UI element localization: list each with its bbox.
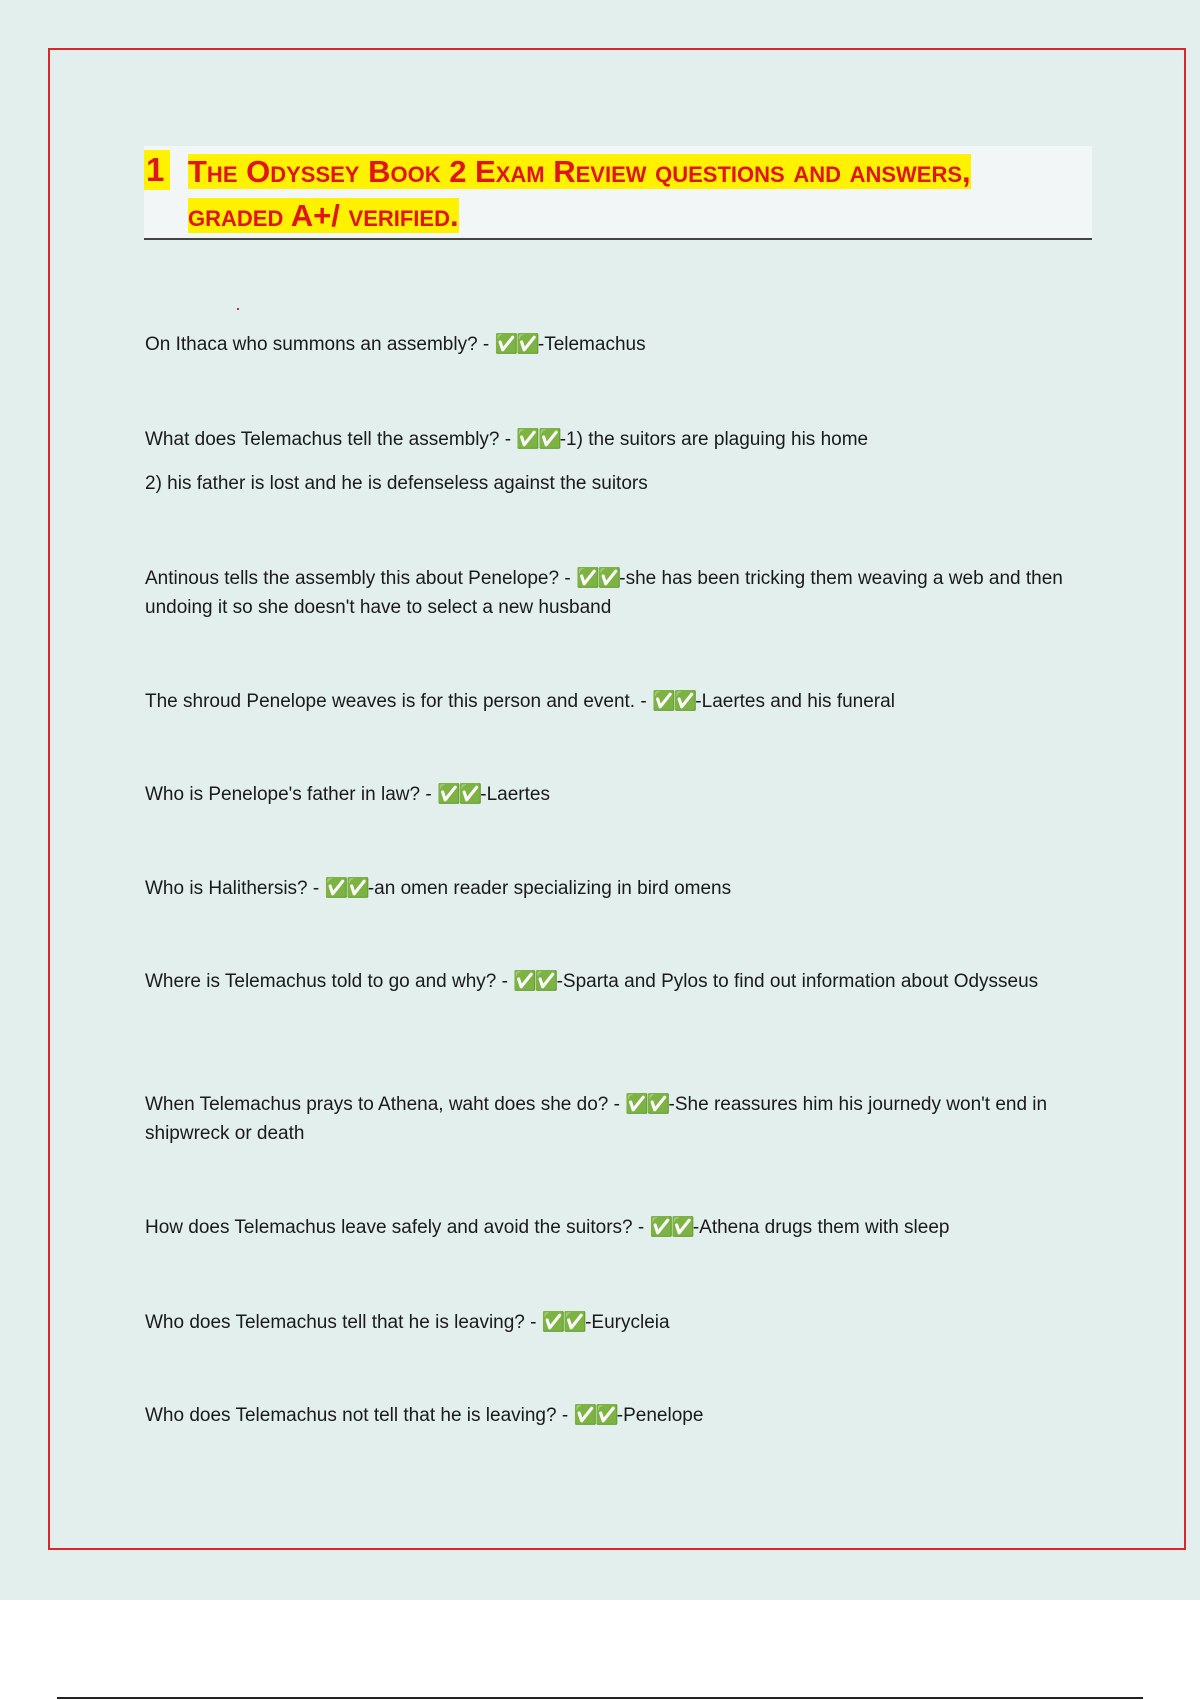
qa-item: [145, 425, 1090, 454]
stray-dot: [237, 308, 239, 310]
qa-item: [145, 780, 1090, 809]
qa-item: [145, 1401, 1090, 1430]
question-text: Who is Penelope's father in law? -: [145, 784, 432, 805]
double-check-icon: ✅✅: [573, 1405, 617, 1426]
double-check-icon: ✅✅: [516, 429, 560, 450]
double-check-icon: ✅✅: [513, 971, 557, 992]
qa-item: [145, 874, 1090, 903]
answer-text: -Telemachus: [537, 334, 646, 355]
double-check-icon: ✅✅: [575, 568, 620, 589]
question-text: Antinous tells the assembly this about Penelope? -: [145, 568, 571, 589]
answer-text: -Laertes and his funeral: [695, 691, 895, 712]
answer-text: -an omen reader specializing in bird omens: [367, 878, 732, 899]
question-text: Who does Telemachus tell that he is leaving? -: [145, 1312, 537, 1333]
qa-item: [145, 687, 1090, 716]
answer-text: -Laertes: [480, 784, 550, 805]
question-text: Where is Telemachus told to go and why? -: [145, 971, 508, 992]
answer-text-line2: 2) his father is lost and he is defenseless against the suitors: [145, 473, 648, 494]
qa-item: [145, 1308, 1090, 1337]
question-text: What does Telemachus tell the assembly? -: [145, 429, 512, 450]
answer-text: -She reassures him his journedy won't end in shipwreck or death: [145, 1094, 1048, 1144]
question-text: Who does Telemachus not tell that he is leaving? -: [145, 1405, 569, 1426]
answer-text: -Athena drugs them with sleep: [692, 1217, 950, 1238]
answer-text: -1) the suitors are plaguing his home: [559, 429, 869, 450]
question-text: On Ithaca who summons an assembly? -: [145, 334, 490, 355]
qa-item: [145, 564, 1090, 622]
qa-item: [145, 330, 1090, 359]
footer-rule: [57, 1697, 1143, 1699]
double-check-icon: ✅✅: [649, 1217, 693, 1238]
qa-item: [145, 1090, 1090, 1148]
double-check-icon: ✅✅: [541, 1312, 586, 1333]
qa-item: [145, 1213, 1090, 1242]
double-check-icon: ✅✅: [436, 784, 481, 805]
double-check-icon: ✅✅: [651, 691, 696, 712]
answer-text: -she has been tricking them weaving a web and then undoing it so she doesn't have to select a new husband: [145, 568, 1063, 618]
qa-item: [145, 967, 1090, 996]
question-text: Who is Halithersis? -: [145, 878, 320, 899]
double-check-icon: ✅✅: [494, 334, 538, 355]
page-title: [188, 150, 1058, 238]
double-check-icon: ✅✅: [625, 1094, 669, 1115]
answer-text: -Sparta and Pylos to find out information about Odysseus: [556, 971, 1039, 992]
answer-text: -Eurycleia: [585, 1312, 670, 1333]
question-text: The shroud Penelope weaves is for this person and event. -: [145, 691, 647, 712]
title-block: [144, 146, 1092, 240]
heading-number: 1: [144, 150, 170, 190]
question-text: How does Telemachus leave safely and avoid the suitors? -: [145, 1217, 645, 1238]
answer-continuation: [145, 469, 1090, 498]
double-check-icon: ✅✅: [324, 878, 368, 899]
page-title-text: The Odyssey Book 2 Exam Review questions and answers, graded A+/ verified.: [188, 154, 971, 233]
answer-text: -Penelope: [616, 1405, 704, 1426]
question-text: When Telemachus prays to Athena, waht does she do? -: [145, 1094, 620, 1115]
